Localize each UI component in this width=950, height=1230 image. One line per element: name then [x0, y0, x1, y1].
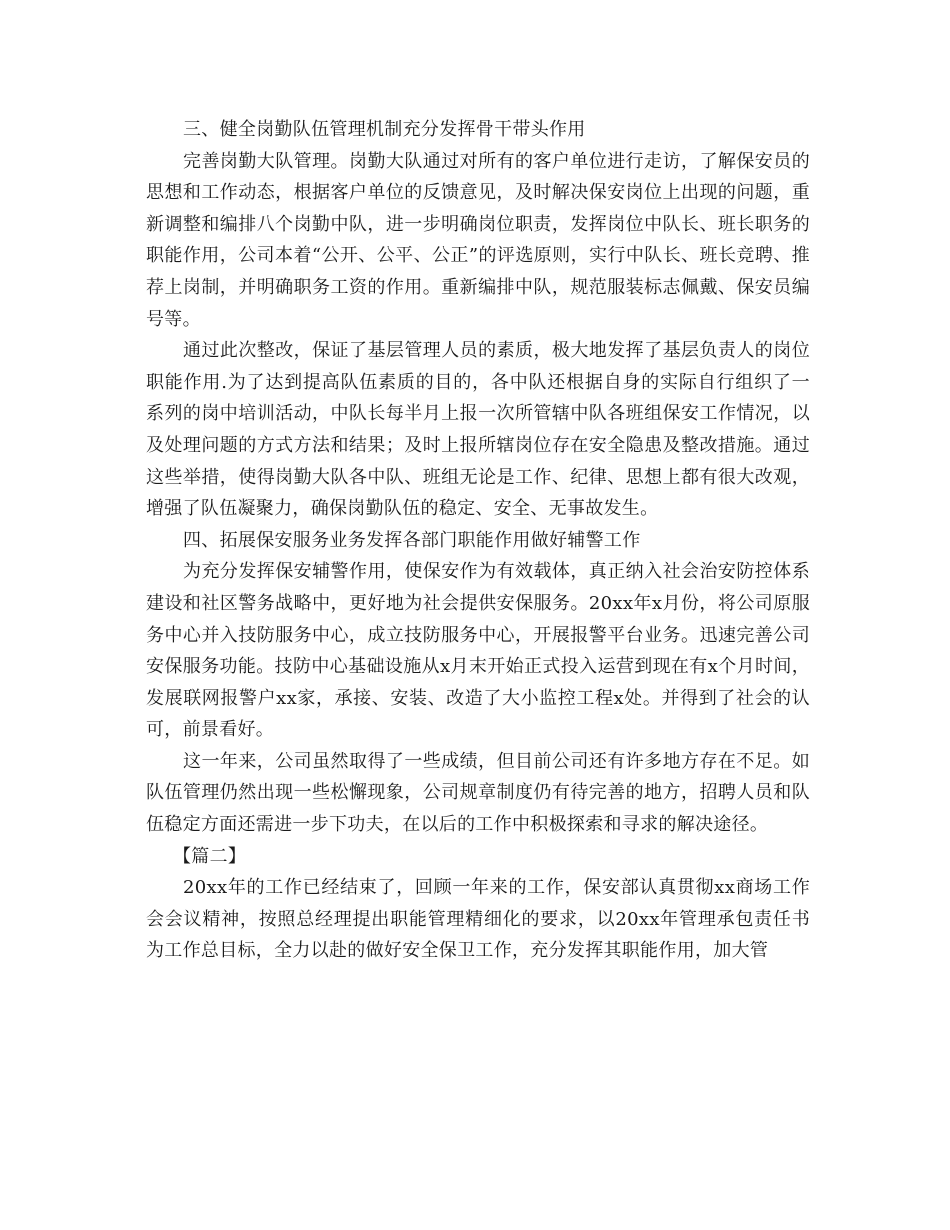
- section-label-part-two: 【篇二】: [173, 845, 247, 867]
- paragraph-year-summary: 这一年来，公司虽然取得了一些成绩，但目前公司还有许多地方存在不足。如队伍管理仍然出现一些松懈现象，公司规章制度仍有待完善的地方，招聘人员和队伍稳定方面还需进一步下功夫，在以后的工作中积极探索和寻求的解决途径。: [146, 750, 810, 836]
- paragraph-part-two-intro: 20xx年的工作已经结束了，回顾一年来的工作，保安部认真贯彻xx商场工作会会议精神，按照总经理提出职能管理精细化的要求，以20xx年管理承包责任书为工作总目标，全力以赴的做好安全保卫工作，充分发挥其职能作用，加大管: [146, 877, 810, 962]
- document-page: [146, 114, 810, 967]
- paragraph-rectification: 通过此次整改，保证了基层管理人员的素质，极大地发挥了基层负责人的岗位职能作用.为了达到提高队伍素质的目的，各中队还根据自身的实际自行组织了一系列的岗中培训活动，中队长每半月上报一次所管辖中队各班组保安工作情况，以及处理问题的方式方法和结果；及时上报所辖岗位存在安全隐患及整改措施。通过这些举措，使得岗勤大队各中队、班组无论是工作、纪律、思想上都有很大改观，增强了队伍凝聚力，确保岗勤队伍的稳定、安全、无事故发生。: [146, 340, 810, 520]
- paragraph-guard-management: 完善岗勤大队管理。岗勤大队通过对所有的客户单位进行走访，了解保安员的思想和工作动态，根据客户单位的反馈意见，及时解决保安岗位上出现的问题，重新调整和编排八个岗勤中队，进一步明确岗位职责，发挥岗位中队长、班长职务的职能作用，公司本着“公开、公平、公正”的评选原则，实行中队长、班长竞聘、推荐上岗制，并明确职务工资的作用。重新编排中队，规范服装标志佩戴、保安员编号等。: [146, 150, 810, 330]
- section-heading-4: 四、拓展保安服务业务发挥各部门职能作用做好辅警工作: [183, 529, 641, 551]
- paragraph-security-services: 为充分发挥保安辅警作用，使保安作为有效载体，真正纳入社会治安防控体系建设和社区警务战略中，更好地为社会提供安保服务。20xx年x月份，将公司原服务中心并入技防服务中心，成立技防服务中心，开展报警平台业务。迅速完善公司安保服务功能。技防中心基础设施从x月末开始正式投入运营到现在有x个月时间，发展联网报警户xx家，承接、安装、改造了大小监控工程x处。并得到了社会的认可，前景看好。: [146, 561, 810, 741]
- section-heading-3: 三、健全岗勤队伍管理机制充分发挥骨干带头作用: [183, 119, 586, 140]
